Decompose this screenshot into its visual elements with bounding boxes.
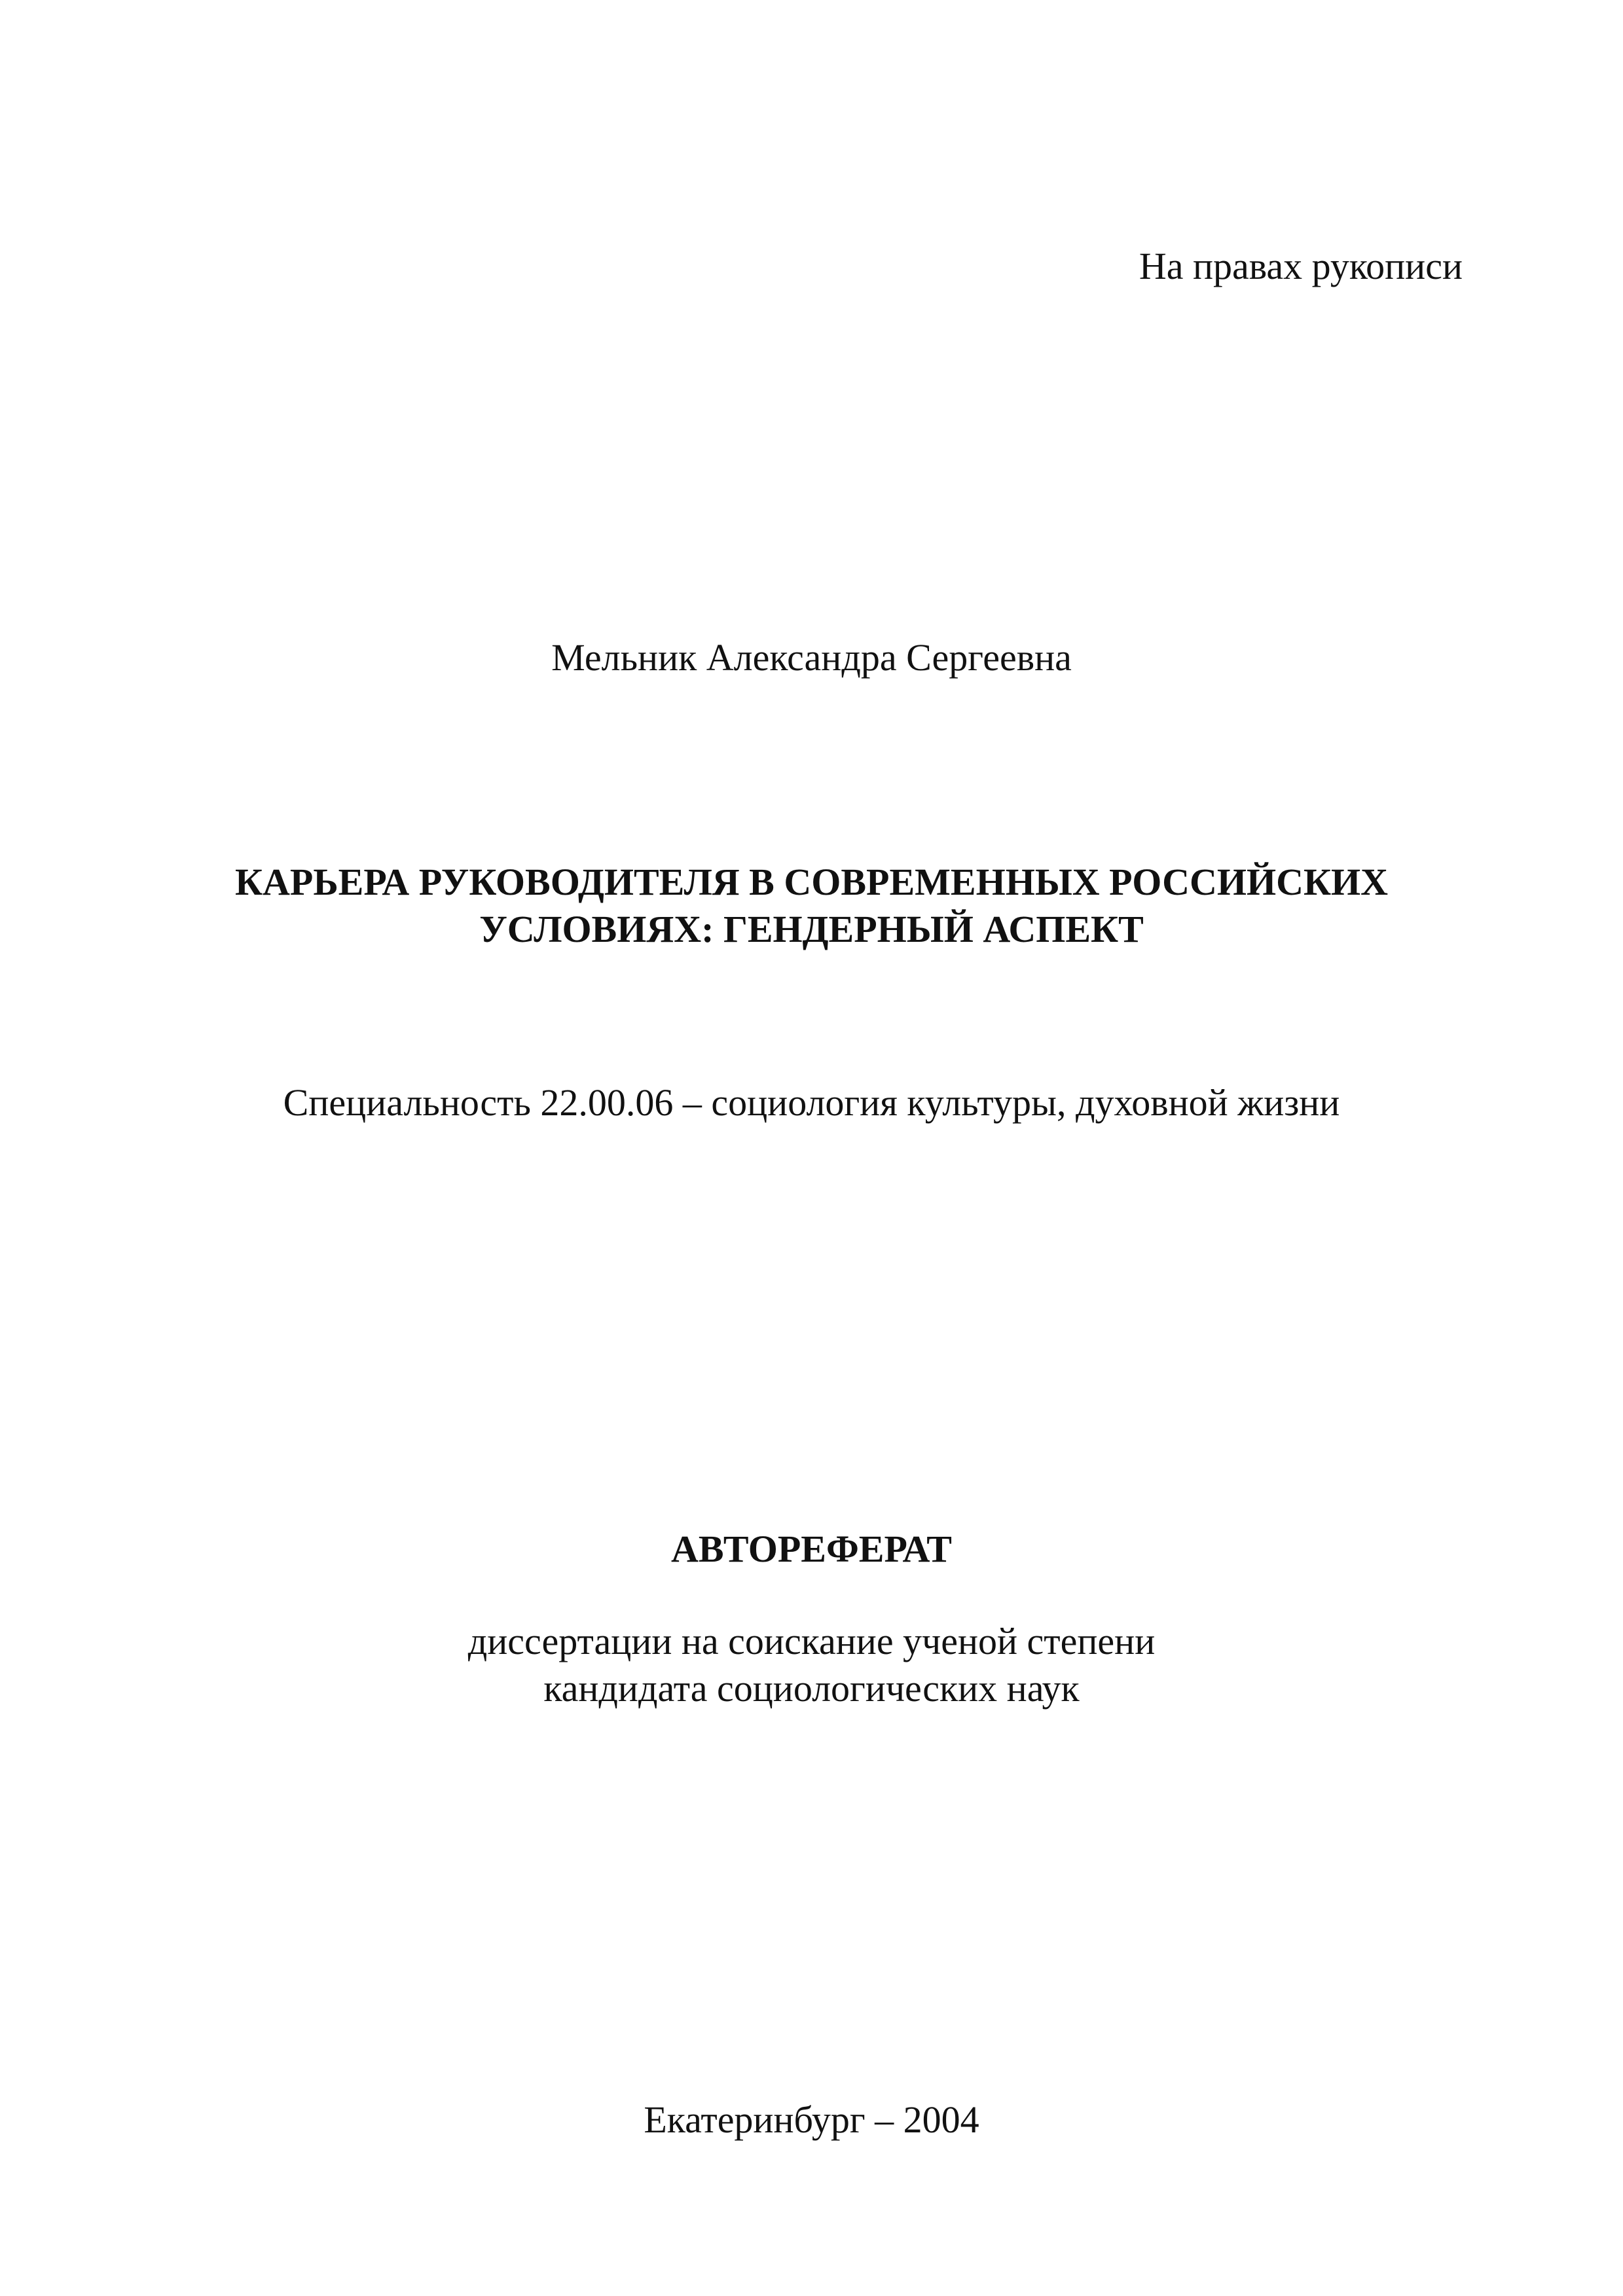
manuscript-note: На правах рукописи — [1139, 245, 1463, 287]
author-name: Мельник Александра Сергеевна — [551, 636, 1072, 679]
city-year: Екатеринбург – 2004 — [644, 2098, 979, 2141]
purpose-line-2: кандидата социологических наук — [543, 1667, 1080, 1710]
document-title — [0, 859, 1623, 953]
degree-purpose — [0, 1618, 1623, 1712]
title-line-1: КАРЬЕРА РУКОВОДИТЕЛЯ В СОВРЕМЕННЫХ РОССИЙСКИХ — [234, 861, 1389, 903]
specialty-line: Специальность 22.00.06 – социология культуры, духовной жизни — [283, 1081, 1340, 1124]
purpose-line-1: диссертации на соискание ученой степени — [467, 1620, 1156, 1662]
document-type-heading: АВТОРЕФЕРАТ — [671, 1528, 952, 1570]
title-line-2: УСЛОВИЯХ: ГЕНДЕРНЫЙ АСПЕКТ — [479, 908, 1144, 950]
